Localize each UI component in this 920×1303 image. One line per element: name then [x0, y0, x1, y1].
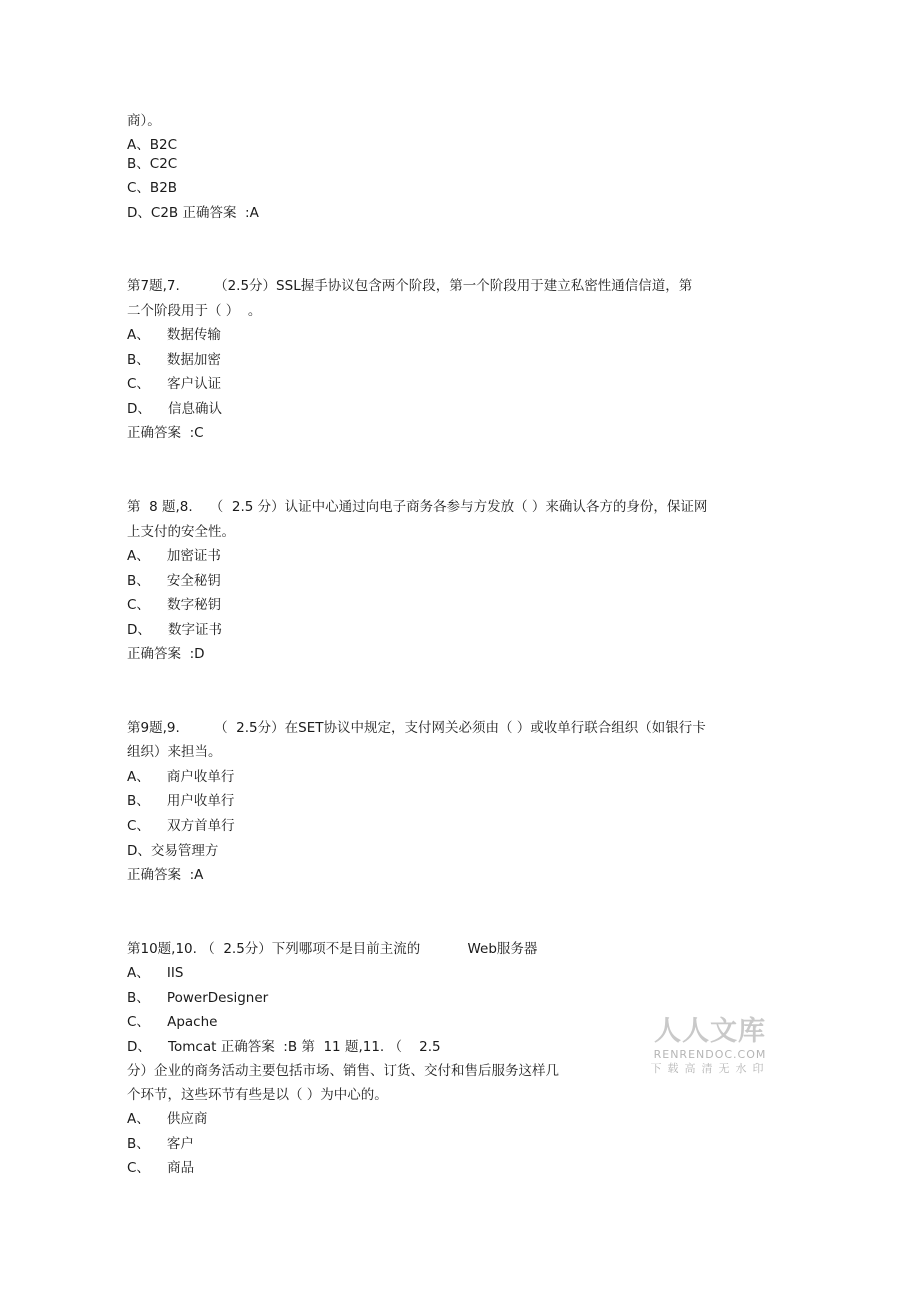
- option-c: C、 客户认证: [127, 376, 222, 392]
- text-line: B、C2C: [127, 156, 178, 172]
- option-b: B、 数据加密: [127, 352, 221, 368]
- question-10-line: 第10题,10. （ 2.5分）下列哪项不是目前主流的 Web服务器: [127, 941, 538, 957]
- text-line: 个环节，这些环节有些是以（ ）为中心的。: [127, 1087, 388, 1103]
- question-9-line: 第9题,9. （ 2.5分）在SET协议中规定，支付网关必须由（ ）或收单行联合组织（如银行卡: [127, 720, 706, 736]
- text-line: C、B2B: [127, 180, 178, 196]
- option-d: D、 数字证书: [127, 622, 223, 638]
- watermark-domain: RENRENDOC.COM: [653, 1048, 767, 1061]
- question-7-line: 第7题,7. （2.5分）SSL握手协议包含两个阶段，第一个阶段用于建立私密性通信信道，第: [127, 278, 693, 294]
- option-b: B、 PowerDesigner: [127, 990, 269, 1006]
- option-a: A、 商户收单行: [127, 769, 235, 785]
- option-a: A、 加密证书: [127, 548, 221, 564]
- text-line: 上支付的安全性。: [127, 524, 235, 540]
- watermark-main-text: 人人文库: [654, 1016, 766, 1047]
- option-c: C、 数字秘钥: [127, 597, 222, 613]
- watermark-tagline: 下载高清无水印: [650, 1062, 770, 1075]
- answer-line: 正确答案 :D: [127, 646, 205, 662]
- watermark-logo: [648, 1016, 772, 1076]
- option-d: D、 信息确认: [127, 401, 223, 417]
- option-a: A、 供应商: [127, 1111, 208, 1127]
- option-a: A、 IIS: [127, 965, 184, 981]
- option-b: B、 安全秘钥: [127, 573, 221, 589]
- question-11-line: 分）企业的商务活动主要包括市场、销售、订货、交付和售后服务这样几: [127, 1063, 559, 1079]
- option-c: C、 商品: [127, 1160, 195, 1176]
- option-a: A、 数据传输: [127, 327, 221, 343]
- option-c: C、 双方首单行: [127, 818, 235, 834]
- text-line: 组织）来担当。: [127, 744, 222, 760]
- text-line: 二个阶段用于（ ） 。: [127, 303, 262, 319]
- option-c: C、 Apache: [127, 1014, 218, 1030]
- text-line: A、B2C: [127, 137, 178, 153]
- text-line: 商）。: [127, 113, 161, 129]
- answer-line: 正确答案 :C: [127, 425, 204, 441]
- answer-line: 正确答案 :A: [127, 867, 204, 883]
- option-b: B、 客户: [127, 1136, 194, 1152]
- option-b: B、 用户收单行: [127, 793, 235, 809]
- option-d: D、交易管理方: [127, 843, 219, 859]
- text-line: D、C2B 正确答案 :A: [127, 205, 259, 221]
- option-d: D、 Tomcat 正确答案 :B 第 11 题,11. （ 2.5: [127, 1039, 441, 1055]
- question-8-line: 第 8 题,8. （ 2.5 分）认证中心通过向电子商务各参与方发放（ ）来确认各方的身份，保证网: [127, 499, 708, 515]
